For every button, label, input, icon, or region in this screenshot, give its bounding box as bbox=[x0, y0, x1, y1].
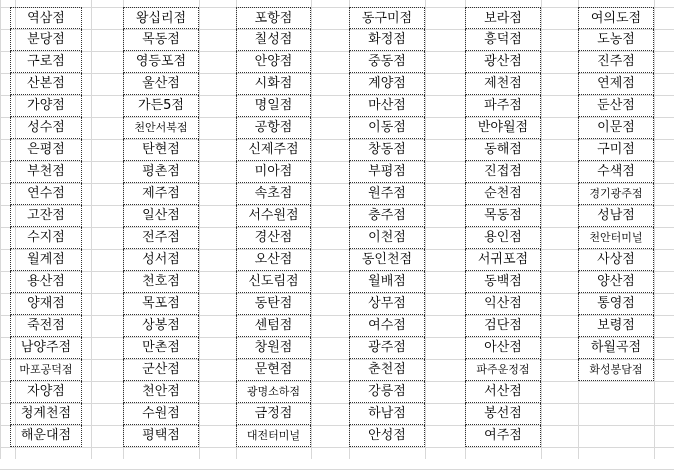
store-cell[interactable]: 봉선점 bbox=[465, 403, 541, 425]
store-cell[interactable]: 반야월점 bbox=[465, 117, 541, 139]
gridline-vertical bbox=[541, 0, 542, 459]
store-cell[interactable]: 월계점 bbox=[10, 249, 82, 271]
store-cell[interactable]: 부평점 bbox=[349, 161, 425, 183]
store-cell[interactable]: 동해점 bbox=[465, 139, 541, 161]
store-cell[interactable]: 연수점 bbox=[10, 183, 82, 205]
store-cell[interactable]: 순천점 bbox=[465, 183, 541, 205]
gridline-vertical bbox=[91, 0, 92, 459]
store-cell[interactable]: 경산점 bbox=[236, 227, 311, 249]
gridline-vertical bbox=[311, 0, 312, 459]
store-cell[interactable]: 여주점 bbox=[465, 425, 541, 447]
store-cell[interactable]: 목포점 bbox=[123, 293, 199, 315]
store-cell[interactable]: 성남점 bbox=[578, 205, 654, 227]
store-cell[interactable]: 원주점 bbox=[349, 183, 425, 205]
store-cell[interactable]: 동백점 bbox=[465, 271, 541, 293]
store-cell[interactable]: 남양주점 bbox=[10, 337, 82, 359]
store-cell[interactable]: 양산점 bbox=[578, 271, 654, 293]
store-cell[interactable]: 죽전점 bbox=[10, 315, 82, 337]
store-cell[interactable]: 신제주점 bbox=[236, 139, 311, 161]
store-cell[interactable]: 파주점 bbox=[465, 95, 541, 117]
store-cell[interactable]: 중동점 bbox=[349, 51, 425, 73]
gridline-vertical bbox=[425, 0, 426, 459]
store-cell[interactable]: 상봉점 bbox=[123, 315, 199, 337]
store-cell[interactable]: 안성점 bbox=[349, 425, 425, 447]
store-cell[interactable]: 금정점 bbox=[236, 403, 311, 425]
store-cell[interactable]: 공항점 bbox=[236, 117, 311, 139]
store-cell[interactable]: 울산점 bbox=[123, 73, 199, 95]
store-cell[interactable]: 보라점 bbox=[465, 7, 541, 29]
store-cell[interactable]: 명일점 bbox=[236, 95, 311, 117]
store-cell[interactable]: 파주운정점 bbox=[465, 359, 541, 381]
store-cell[interactable]: 창원점 bbox=[236, 337, 311, 359]
gridline-horizontal bbox=[0, 381, 674, 382]
store-cell[interactable]: 하남점 bbox=[349, 403, 425, 425]
store-cell[interactable]: 상무점 bbox=[349, 293, 425, 315]
store-cell[interactable]: 제천점 bbox=[465, 73, 541, 95]
store-cell[interactable]: 광주점 bbox=[349, 337, 425, 359]
store-cell[interactable]: 대전터미널 bbox=[236, 425, 311, 447]
gridline-horizontal bbox=[0, 271, 674, 272]
gridline-horizontal bbox=[0, 95, 674, 96]
store-cell[interactable]: 이문점 bbox=[578, 117, 654, 139]
store-cell[interactable]: 문현점 bbox=[236, 359, 311, 381]
store-cell[interactable]: 천안터미널 bbox=[578, 227, 654, 249]
gridline-horizontal bbox=[0, 183, 674, 184]
store-cell[interactable]: 평촌점 bbox=[123, 161, 199, 183]
store-cell[interactable]: 용인점 bbox=[465, 227, 541, 249]
gridline-horizontal bbox=[0, 205, 674, 206]
gridline-horizontal bbox=[0, 403, 674, 404]
store-cell[interactable]: 동탄점 bbox=[236, 293, 311, 315]
store-cell[interactable]: 이동점 bbox=[349, 117, 425, 139]
store-cell[interactable]: 군산점 bbox=[123, 359, 199, 381]
store-cell[interactable]: 사상점 bbox=[578, 249, 654, 271]
gridline-horizontal bbox=[0, 227, 674, 228]
store-cell[interactable]: 서귀포점 bbox=[465, 249, 541, 271]
store-cell[interactable]: 목동점 bbox=[123, 29, 199, 51]
gridline-horizontal bbox=[0, 51, 674, 52]
store-cell[interactable]: 천안서북점 bbox=[123, 117, 199, 139]
gridline-vertical bbox=[0, 0, 1, 459]
store-cell[interactable]: 연제점 bbox=[578, 73, 654, 95]
store-cell[interactable]: 여수점 bbox=[349, 315, 425, 337]
gridline-horizontal bbox=[0, 425, 674, 426]
store-column-6 bbox=[578, 7, 654, 381]
store-cell[interactable]: 제주점 bbox=[123, 183, 199, 205]
store-cell[interactable]: 검단점 bbox=[465, 315, 541, 337]
gridline-horizontal bbox=[0, 359, 674, 360]
gridline-horizontal bbox=[0, 337, 674, 338]
store-cell[interactable]: 수원점 bbox=[123, 403, 199, 425]
store-cell[interactable]: 동구미점 bbox=[349, 7, 425, 29]
gridline-horizontal bbox=[0, 139, 674, 140]
gridline-vertical bbox=[199, 0, 200, 459]
store-cell[interactable]: 천안점 bbox=[123, 381, 199, 403]
store-cell[interactable]: 서수원점 bbox=[236, 205, 311, 227]
store-cell[interactable]: 역삼점 bbox=[10, 7, 82, 29]
store-cell[interactable]: 성서점 bbox=[123, 249, 199, 271]
store-cell[interactable]: 고잔점 bbox=[10, 205, 82, 227]
store-cell[interactable]: 화성봉담점 bbox=[578, 359, 654, 381]
store-cell[interactable]: 하월곡점 bbox=[578, 337, 654, 359]
store-cell[interactable]: 목동점 bbox=[465, 205, 541, 227]
store-cell[interactable]: 해운대점 bbox=[10, 425, 82, 447]
store-cell[interactable]: 안양점 bbox=[236, 51, 311, 73]
store-cell[interactable]: 구미점 bbox=[578, 139, 654, 161]
store-cell[interactable]: 자양점 bbox=[10, 381, 82, 403]
store-cell[interactable]: 마포공덕점 bbox=[10, 359, 82, 381]
store-cell[interactable]: 가든5점 bbox=[123, 95, 199, 117]
store-cell[interactable]: 강릉점 bbox=[349, 381, 425, 403]
gridline-horizontal bbox=[0, 29, 674, 30]
store-column-1 bbox=[10, 7, 82, 447]
store-cell[interactable]: 서산점 bbox=[465, 381, 541, 403]
store-cell[interactable]: 성수점 bbox=[10, 117, 82, 139]
store-cell[interactable]: 전주점 bbox=[123, 227, 199, 249]
store-cell[interactable]: 미아점 bbox=[236, 161, 311, 183]
store-cell[interactable]: 구로점 bbox=[10, 51, 82, 73]
store-cell[interactable]: 흥덕점 bbox=[465, 29, 541, 51]
store-cell[interactable]: 양재점 bbox=[10, 293, 82, 315]
store-cell[interactable]: 오산점 bbox=[236, 249, 311, 271]
store-cell[interactable]: 센텀점 bbox=[236, 315, 311, 337]
store-cell[interactable]: 수색점 bbox=[578, 161, 654, 183]
gridline-horizontal bbox=[0, 249, 674, 250]
store-column-5 bbox=[465, 7, 541, 447]
gridline-horizontal bbox=[0, 117, 674, 118]
store-cell[interactable]: 시화점 bbox=[236, 73, 311, 95]
store-cell[interactable]: 광산점 bbox=[465, 51, 541, 73]
store-cell[interactable]: 통영점 bbox=[578, 293, 654, 315]
store-cell[interactable]: 화정점 bbox=[349, 29, 425, 51]
store-cell[interactable]: 속초점 bbox=[236, 183, 311, 205]
gridline-horizontal bbox=[0, 7, 674, 8]
store-cell[interactable]: 동인천점 bbox=[349, 249, 425, 271]
store-cell[interactable]: 부천점 bbox=[10, 161, 82, 183]
store-cell[interactable]: 충주점 bbox=[349, 205, 425, 227]
store-cell[interactable]: 진주점 bbox=[578, 51, 654, 73]
store-cell[interactable]: 월배점 bbox=[349, 271, 425, 293]
store-cell[interactable]: 영등포점 bbox=[123, 51, 199, 73]
gridline-vertical bbox=[654, 0, 655, 459]
store-cell[interactable]: 칠성점 bbox=[236, 29, 311, 51]
gridline-horizontal bbox=[0, 315, 674, 316]
gridline-horizontal bbox=[0, 293, 674, 294]
store-cell[interactable]: 분당점 bbox=[10, 29, 82, 51]
store-cell[interactable]: 은평점 bbox=[10, 139, 82, 161]
store-cell[interactable]: 춘천점 bbox=[349, 359, 425, 381]
gridline-horizontal bbox=[0, 161, 674, 162]
store-cell[interactable]: 계양점 bbox=[349, 73, 425, 95]
store-cell[interactable]: 경기광주점 bbox=[578, 183, 654, 205]
gridline-horizontal bbox=[0, 73, 674, 74]
store-cell[interactable]: 창동점 bbox=[349, 139, 425, 161]
store-column-4 bbox=[349, 7, 425, 447]
store-cell[interactable]: 마산점 bbox=[349, 95, 425, 117]
store-cell[interactable]: 평택점 bbox=[123, 425, 199, 447]
store-cell[interactable]: 수지점 bbox=[10, 227, 82, 249]
store-cell[interactable]: 둔산점 bbox=[578, 95, 654, 117]
gridline-horizontal bbox=[0, 447, 674, 448]
store-cell[interactable]: 여의도점 bbox=[578, 7, 654, 29]
store-cell[interactable]: 왕십리점 bbox=[123, 7, 199, 29]
store-cell[interactable]: 광명소하점 bbox=[236, 381, 311, 403]
store-column-3 bbox=[236, 7, 311, 447]
store-cell[interactable]: 도농점 bbox=[578, 29, 654, 51]
store-cell[interactable]: 포항점 bbox=[236, 7, 311, 29]
store-cell[interactable]: 청계천점 bbox=[10, 403, 82, 425]
store-cell[interactable]: 일산점 bbox=[123, 205, 199, 227]
store-cell[interactable]: 천호점 bbox=[123, 271, 199, 293]
store-cell[interactable]: 산본점 bbox=[10, 73, 82, 95]
store-cell[interactable]: 이천점 bbox=[349, 227, 425, 249]
store-cell[interactable]: 만촌점 bbox=[123, 337, 199, 359]
store-column-2 bbox=[123, 7, 199, 447]
store-cell[interactable]: 탄현점 bbox=[123, 139, 199, 161]
store-cell[interactable]: 가양점 bbox=[10, 95, 82, 117]
store-cell[interactable]: 진접점 bbox=[465, 161, 541, 183]
store-cell[interactable]: 신도림점 bbox=[236, 271, 311, 293]
store-cell[interactable]: 보령점 bbox=[578, 315, 654, 337]
store-cell[interactable]: 용산점 bbox=[10, 271, 82, 293]
store-cell[interactable]: 익산점 bbox=[465, 293, 541, 315]
store-cell[interactable]: 아산점 bbox=[465, 337, 541, 359]
